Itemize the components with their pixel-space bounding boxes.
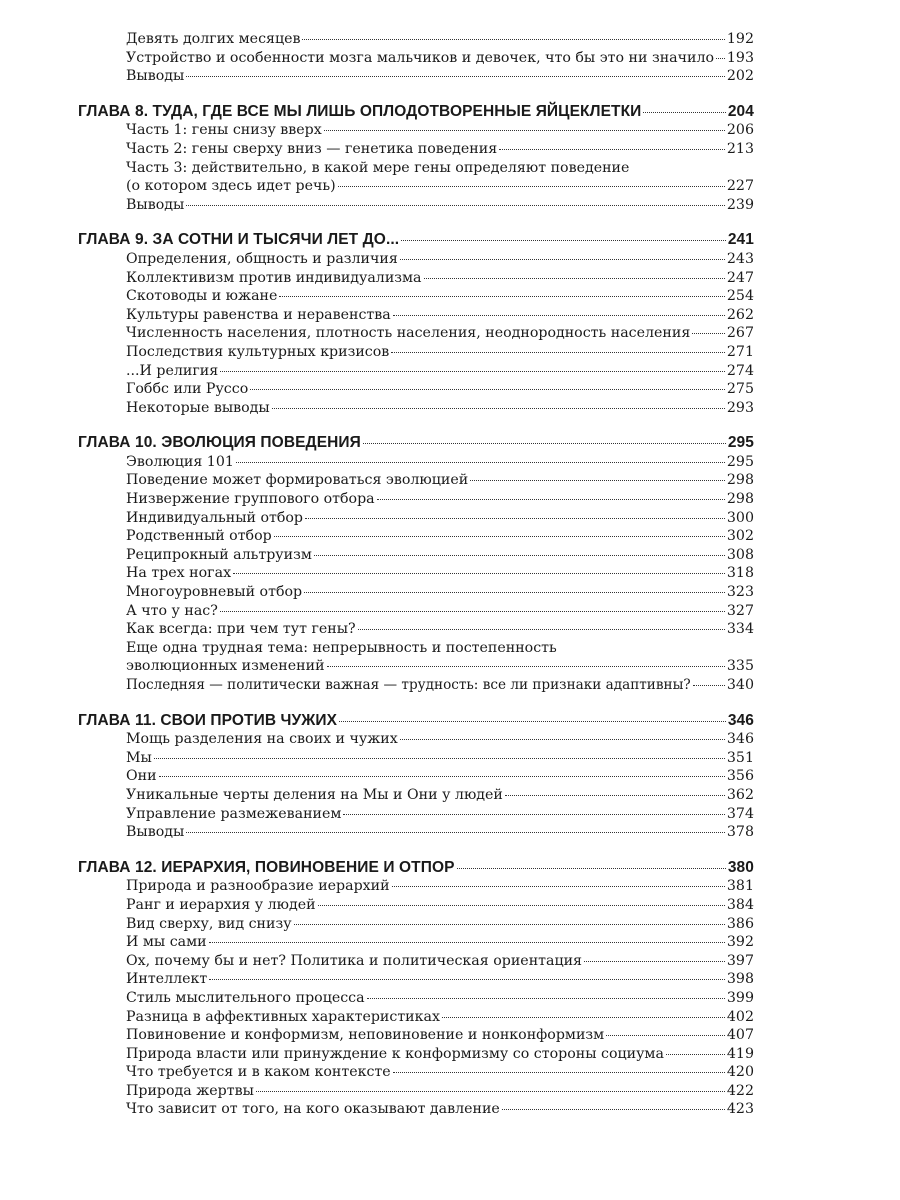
toc-item-title: Скотоводы и южане xyxy=(126,288,278,305)
dot-leader xyxy=(338,186,725,187)
toc-item-page: 193 xyxy=(726,49,754,66)
toc-item-page: 239 xyxy=(726,196,754,213)
toc-item xyxy=(78,306,754,325)
dot-leader xyxy=(294,924,725,925)
dot-leader xyxy=(716,58,725,59)
toc-item-page: 262 xyxy=(726,306,754,323)
chapter-page: 346 xyxy=(727,711,754,729)
toc-item xyxy=(78,399,754,418)
toc-item-title: Часть 1: гены снизу вверх xyxy=(126,122,322,139)
toc-item-page: 295 xyxy=(726,453,754,470)
dot-leader xyxy=(367,998,725,999)
toc-item xyxy=(78,509,754,528)
toc-item xyxy=(78,30,754,49)
toc-item-title: Стиль мыслительного процесса xyxy=(126,989,365,1006)
dot-leader xyxy=(393,315,725,316)
toc-item xyxy=(78,786,754,805)
toc-item-title: Реципрокный альтруизм xyxy=(126,546,312,563)
toc-item-title: Повиновение и конформизм, неповиновение и нонконформизм xyxy=(126,1027,605,1044)
toc-item-title: Еще одна трудная тема: непрерывность и постепенность xyxy=(126,639,557,656)
chapter-page: 204 xyxy=(727,102,754,120)
toc-item-title: Культуры равенства и неравенства xyxy=(126,306,391,323)
dot-leader xyxy=(302,39,724,40)
toc-item-page: 335 xyxy=(726,658,754,675)
dot-leader xyxy=(339,721,726,722)
toc-item xyxy=(78,121,754,140)
dot-leader xyxy=(220,371,725,372)
toc-item-title: Ох, почему бы и нет? Политика и политическая ориентация xyxy=(126,952,582,969)
toc-item-page: 247 xyxy=(726,269,754,286)
toc-item-page: 267 xyxy=(726,325,754,342)
chapter-page: 380 xyxy=(727,858,754,876)
dot-leader xyxy=(314,555,725,556)
toc-item xyxy=(78,1045,754,1064)
dot-leader xyxy=(209,942,725,943)
dot-leader xyxy=(274,536,725,537)
toc-item-title: Выводы xyxy=(126,68,185,85)
toc-item-title: Часть 3: действительно, в какой мере гены определяют поведение xyxy=(126,159,630,176)
toc-item xyxy=(78,1026,754,1045)
toc-item-page: 362 xyxy=(726,786,754,803)
toc-item-title: Ранг и иерархия у людей xyxy=(126,896,316,913)
chapter-12 xyxy=(78,859,754,1119)
dot-leader xyxy=(392,886,725,887)
toc-item-title: Эволюция 101 xyxy=(126,453,234,470)
chapter-heading xyxy=(78,103,754,122)
toc-item-page: 384 xyxy=(726,896,754,913)
dot-leader xyxy=(693,685,725,686)
toc-item xyxy=(78,380,754,399)
toc-item xyxy=(78,269,754,288)
toc-item-page: 227 xyxy=(726,178,754,195)
dot-leader xyxy=(502,1109,725,1110)
chapter-title: ГЛАВА 8. ТУДА, ГДЕ ВСЕ МЫ ЛИШЬ ОПЛОДОТВОРЕННЫЕ ЯЙЦЕКЛЕТКИ xyxy=(78,102,642,120)
toc-item-title: Родственный отбор xyxy=(126,528,272,545)
dot-leader xyxy=(442,1017,725,1018)
toc-item-title: Они xyxy=(126,768,157,785)
dot-leader xyxy=(186,832,725,833)
toc-item-title: На трех ногах xyxy=(126,565,232,582)
chapter-heading xyxy=(78,859,754,878)
dot-leader xyxy=(305,518,725,519)
toc-item xyxy=(78,1008,754,1027)
toc-item xyxy=(78,49,754,68)
toc-item-page: 192 xyxy=(726,31,754,47)
toc-item-page: 202 xyxy=(726,68,754,85)
dot-leader xyxy=(584,961,725,962)
dot-leader xyxy=(186,205,725,206)
toc-item-title: А что у нас? xyxy=(126,602,218,619)
dot-leader xyxy=(692,333,725,334)
toc-item xyxy=(78,564,754,583)
toc-item-title: Последняя — политически важная — трудность: все ли признаки адаптивны? xyxy=(126,677,691,693)
dot-leader xyxy=(358,629,725,630)
toc-item xyxy=(78,287,754,306)
toc-item xyxy=(78,1100,754,1119)
toc-item-title: Мы xyxy=(126,749,152,766)
toc-item-title: Часть 2: гены сверху вниз — генетика поведения xyxy=(126,140,498,157)
toc-item-title: Природа жертвы xyxy=(126,1082,254,1099)
dot-leader xyxy=(424,278,725,279)
toc-item-page: 213 xyxy=(726,140,754,157)
dot-leader xyxy=(186,76,725,77)
toc-item-page: 340 xyxy=(726,677,754,693)
toc-item xyxy=(78,933,754,952)
toc-item xyxy=(78,970,754,989)
toc-item-title: И мы сами xyxy=(126,934,207,951)
toc-item xyxy=(78,471,754,490)
chapter-title: ГЛАВА 11. СВОИ ПРОТИВ ЧУЖИХ xyxy=(78,711,338,729)
toc-item xyxy=(78,250,754,269)
toc-item-page: 402 xyxy=(726,1008,754,1025)
dot-leader xyxy=(606,1035,725,1036)
chapter-9 xyxy=(78,231,754,417)
dot-leader xyxy=(505,795,725,796)
toc-item-title: Разница в аффективных характеристиках xyxy=(126,1008,440,1025)
toc-item-page: 386 xyxy=(726,915,754,932)
toc-item xyxy=(78,324,754,343)
toc-item-page: 346 xyxy=(726,731,754,748)
toc-item-page: 356 xyxy=(726,768,754,785)
chapter-heading xyxy=(78,434,754,453)
toc-item-page: 423 xyxy=(726,1101,754,1118)
toc-item xyxy=(78,676,754,695)
chapter-title: ГЛАВА 12. ИЕРАРХИЯ, ПОВИНОВЕНИЕ И ОТПОР xyxy=(78,858,455,876)
toc-item xyxy=(78,952,754,971)
toc-item-page: 381 xyxy=(726,878,754,895)
toc-item xyxy=(78,620,754,639)
toc-item-page: 274 xyxy=(726,362,754,379)
top-items xyxy=(78,30,754,86)
toc-item-title: (о котором здесь идет речь) xyxy=(126,178,336,195)
toc-item-page: 378 xyxy=(726,824,754,841)
toc-item-title: Как всегда: при чем тут гены? xyxy=(126,621,356,638)
toc-item xyxy=(78,159,754,178)
toc-item xyxy=(78,877,754,896)
toc-item-title: Мощь разделения на своих и чужих xyxy=(126,731,398,748)
toc-item-title: Некоторые выводы xyxy=(126,399,270,416)
dot-leader xyxy=(363,443,726,444)
toc-item xyxy=(78,67,754,86)
toc-item-page: 398 xyxy=(726,971,754,988)
toc-item-page: 323 xyxy=(726,584,754,601)
dot-leader xyxy=(233,573,725,574)
toc-item xyxy=(78,490,754,509)
toc-item xyxy=(78,583,754,602)
chapter-title: ГЛАВА 10. ЭВОЛЮЦИЯ ПОВЕДЕНИЯ xyxy=(78,434,361,452)
table-of-contents xyxy=(78,30,754,1119)
toc-item-title: Выводы xyxy=(126,824,185,841)
dot-leader xyxy=(220,611,725,612)
dot-leader xyxy=(304,592,725,593)
toc-item xyxy=(78,140,754,159)
toc-item-title: ...И религия xyxy=(126,362,219,379)
toc-item-page: 271 xyxy=(726,343,754,360)
toc-item-page: 243 xyxy=(726,250,754,267)
toc-item-page: 422 xyxy=(726,1082,754,1099)
toc-item-page: 407 xyxy=(726,1027,754,1044)
dot-leader xyxy=(643,112,725,113)
toc-item-page: 374 xyxy=(726,805,754,822)
dot-leader xyxy=(377,499,725,500)
toc-item-page: 275 xyxy=(726,381,754,398)
dot-leader xyxy=(154,758,725,759)
toc-item xyxy=(78,767,754,786)
toc-item xyxy=(78,805,754,824)
dot-leader xyxy=(391,352,725,353)
toc-item-page: 399 xyxy=(726,989,754,1006)
dot-leader xyxy=(393,1072,725,1073)
toc-item xyxy=(78,915,754,934)
dot-leader xyxy=(457,868,726,869)
chapter-8 xyxy=(78,103,754,215)
toc-item xyxy=(78,177,754,196)
toc-item-page: 334 xyxy=(726,621,754,638)
toc-item xyxy=(78,639,754,658)
toc-item-title: Последствия культурных кризисов xyxy=(126,343,390,360)
toc-item-page: 420 xyxy=(726,1064,754,1081)
toc-item-title: Что требуется и в каком контексте xyxy=(126,1064,391,1081)
toc-item-title: Гоббс или Руссо xyxy=(126,381,249,398)
chapter-heading xyxy=(78,231,754,250)
toc-item-page: 419 xyxy=(726,1045,754,1062)
toc-item-title: Природа власти или принуждение к конформизму со стороны социума xyxy=(126,1045,664,1062)
dot-leader xyxy=(318,905,725,906)
toc-item xyxy=(78,453,754,472)
toc-item xyxy=(78,343,754,362)
toc-item-page: 300 xyxy=(726,509,754,526)
dot-leader xyxy=(470,480,725,481)
chapter-10 xyxy=(78,434,754,694)
dot-leader xyxy=(324,130,725,131)
toc-item xyxy=(78,896,754,915)
chapter-page: 241 xyxy=(727,231,754,249)
dot-leader xyxy=(279,296,725,297)
toc-item-page: 254 xyxy=(726,288,754,305)
toc-item-page: 298 xyxy=(726,472,754,489)
toc-item-page: 392 xyxy=(726,934,754,951)
toc-item-title: Уникальные черты деления на Мы и Они у людей xyxy=(126,786,503,803)
toc-item-page: 397 xyxy=(726,952,754,969)
dot-leader xyxy=(401,240,726,241)
toc-item-title: Многоуровневый отбор xyxy=(126,584,303,601)
dot-leader xyxy=(209,979,725,980)
toc-item-title: эволюционных изменений xyxy=(126,658,325,675)
dot-leader xyxy=(327,666,725,667)
toc-item xyxy=(78,527,754,546)
chapter-heading xyxy=(78,712,754,731)
toc-item-page: 206 xyxy=(726,122,754,139)
chapter-11 xyxy=(78,712,754,842)
dot-leader xyxy=(236,462,725,463)
toc-item xyxy=(78,546,754,565)
toc-item-title: Выводы xyxy=(126,196,185,213)
toc-item-title: Численность населения, плотность населения, неоднородность населения xyxy=(126,325,691,342)
toc-item-title: Определения, общность и различия xyxy=(126,250,398,267)
dot-leader xyxy=(499,149,725,150)
toc-item xyxy=(78,823,754,842)
toc-item xyxy=(78,1082,754,1101)
dot-leader xyxy=(400,739,725,740)
toc-item-title: Девять долгих месяцев xyxy=(126,31,301,47)
dot-leader xyxy=(159,776,725,777)
toc-item-page: 351 xyxy=(726,749,754,766)
chapter-title: ГЛАВА 9. ЗА СОТНИ И ТЫСЯЧИ ЛЕТ ДО... xyxy=(78,231,400,249)
dot-leader xyxy=(400,259,725,260)
dot-leader xyxy=(250,389,725,390)
toc-item xyxy=(78,1063,754,1082)
toc-item-title: Низвержение группового отбора xyxy=(126,491,375,508)
toc-item-title: Что зависит от того, на кого оказывают давление xyxy=(126,1101,500,1118)
dot-leader xyxy=(666,1054,725,1055)
toc-item-title: Управление размежеванием xyxy=(126,805,342,822)
dot-leader xyxy=(272,408,725,409)
toc-item xyxy=(78,730,754,749)
toc-item xyxy=(78,602,754,621)
toc-item xyxy=(78,657,754,676)
toc-item-page: 318 xyxy=(726,565,754,582)
toc-item-page: 298 xyxy=(726,491,754,508)
toc-item xyxy=(78,749,754,768)
toc-item-title: Устройство и особенности мозга мальчиков и девочек, что бы это ни значило xyxy=(126,49,715,66)
dot-leader xyxy=(256,1091,725,1092)
toc-item xyxy=(78,196,754,215)
toc-item-title: Коллективизм против индивидуализма xyxy=(126,269,422,286)
toc-item-title: Вид сверху, вид снизу xyxy=(126,915,292,932)
toc-item xyxy=(78,362,754,381)
dot-leader xyxy=(343,814,724,815)
toc-item-title: Природа и разнообразие иерархий xyxy=(126,878,390,895)
toc-item-page: 308 xyxy=(726,546,754,563)
toc-item-page: 293 xyxy=(726,399,754,416)
chapter-page: 295 xyxy=(727,434,754,452)
toc-item-title: Интеллект xyxy=(126,971,208,988)
toc-item-title: Индивидуальный отбор xyxy=(126,509,304,526)
toc-item xyxy=(78,989,754,1008)
toc-item-page: 302 xyxy=(726,528,754,545)
toc-item-title: Поведение может формироваться эволюцией xyxy=(126,472,469,489)
toc-item-page: 327 xyxy=(726,602,754,619)
